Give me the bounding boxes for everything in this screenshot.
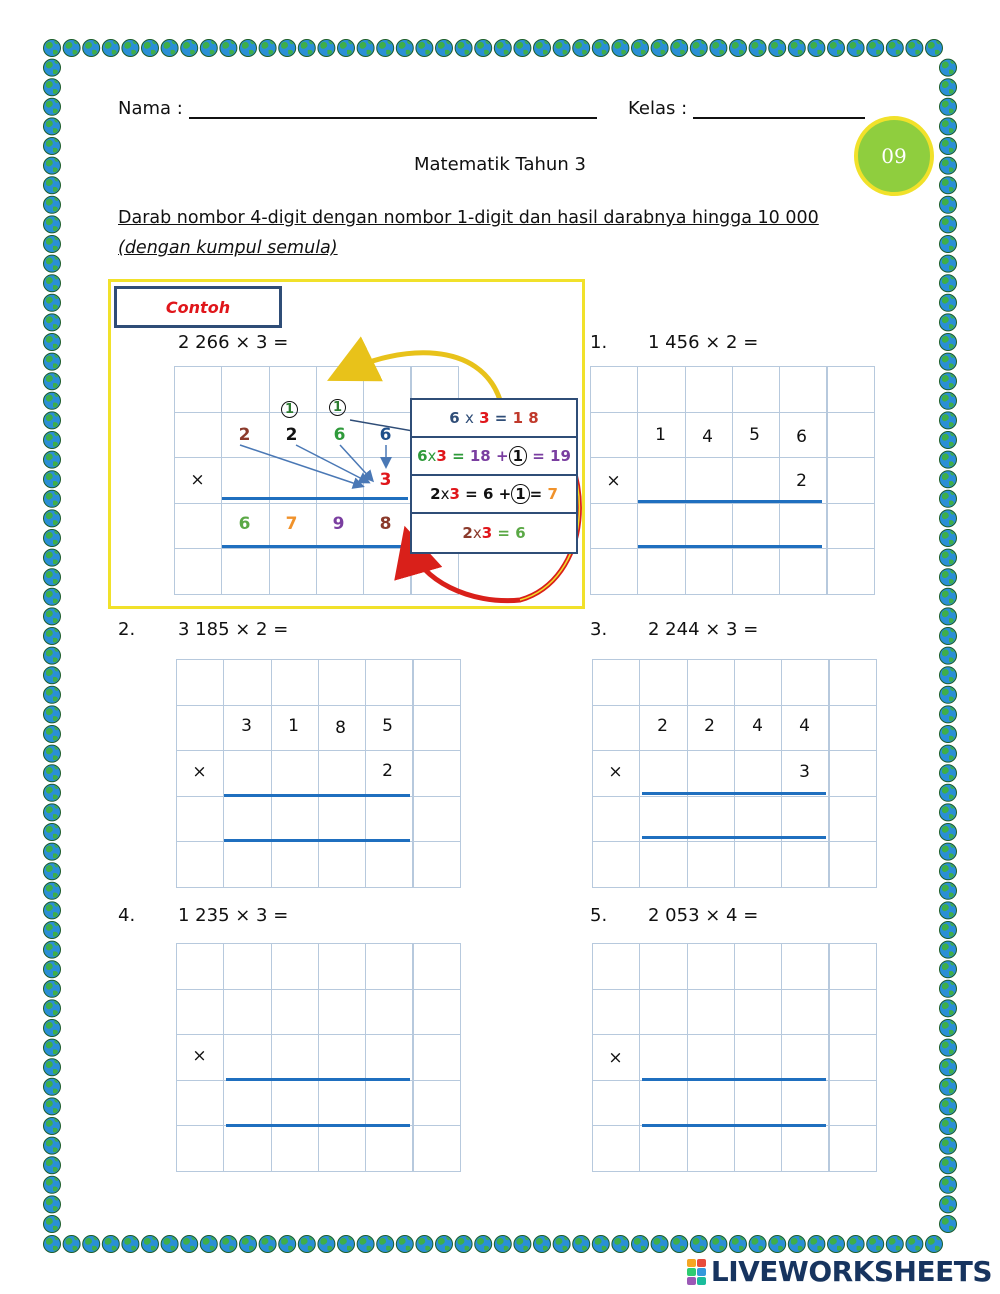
globe-icon: [44, 961, 61, 978]
grid-cell[interactable]: [413, 943, 461, 990]
grid-cell[interactable]: [732, 548, 780, 595]
grid-cell[interactable]: [781, 1125, 829, 1172]
question-1-equation: 1 456 × 2 =: [648, 332, 759, 353]
question-1-number: 1.: [590, 332, 608, 353]
q3-line-2: [642, 836, 826, 839]
grid-cell[interactable]: [687, 750, 735, 797]
globe-icon: [940, 1039, 957, 1056]
globe-icon: [44, 843, 61, 860]
liveworksheets-icon: [687, 1259, 707, 1285]
grid-cell[interactable]: [365, 841, 413, 888]
step-box-2: 6 x 3 = 18 + 1 = 19: [410, 436, 578, 476]
globe-icon: [44, 980, 61, 997]
globe-icon: [44, 1118, 61, 1135]
grid-cell[interactable]: [734, 1080, 782, 1127]
globe-icon: [940, 765, 957, 782]
globe-icon: [690, 1236, 707, 1253]
grid-cell[interactable]: [413, 659, 461, 706]
grid-cell[interactable]: [734, 943, 782, 990]
nama-label: Nama :: [118, 98, 183, 119]
grid-cell[interactable]: [365, 1080, 413, 1127]
globe-icon: [940, 1118, 957, 1135]
grid-cell[interactable]: [687, 1034, 735, 1081]
globe-icon: [592, 1236, 609, 1253]
globe-icon: [940, 863, 957, 880]
globe-icon: [44, 1020, 61, 1037]
grid-cell[interactable]: [223, 796, 271, 843]
grid-cell[interactable]: [590, 548, 638, 595]
grid-cell[interactable]: [827, 412, 875, 459]
globe-icon: [377, 1236, 394, 1253]
globe-icon: [44, 922, 61, 939]
step-box-1: 6 x 3 = 1 8: [410, 398, 578, 438]
grid-cell[interactable]: [318, 796, 366, 843]
grid-cell[interactable]: [687, 989, 735, 1036]
globe-icon: [44, 902, 61, 919]
grid-cell[interactable]: [829, 659, 877, 706]
question-2-equation: 3 185 × 2 =: [178, 619, 289, 640]
globe-icon: [338, 1236, 355, 1253]
q3-times-sign: ×: [608, 762, 623, 782]
globe-icon: [44, 1078, 61, 1095]
globe-icon: [710, 1236, 727, 1253]
globe-icon: [940, 804, 957, 821]
grid-cell[interactable]: [592, 841, 640, 888]
example-answer-1: 6: [238, 514, 251, 534]
globe-icon: [416, 1236, 433, 1253]
globe-icon: [475, 1236, 492, 1253]
globe-icon: [940, 1098, 957, 1115]
globe-icon: [906, 1236, 923, 1253]
grid-cell[interactable]: [637, 548, 685, 595]
grid-cell[interactable]: [685, 457, 733, 504]
q1-multiplier: 2: [796, 471, 807, 491]
q1-digit-3: 5: [749, 425, 760, 445]
grid-cell[interactable]: [590, 366, 638, 413]
grid-cell[interactable]: [827, 503, 875, 550]
grid-cell[interactable]: [365, 1125, 413, 1172]
q2-line-1: [224, 794, 410, 797]
globe-icon: [318, 1236, 335, 1253]
globe-icon: [940, 980, 957, 997]
grid-cell[interactable]: [318, 841, 366, 888]
globe-icon: [44, 1039, 61, 1056]
globe-icon: [357, 1236, 374, 1253]
grid-cell[interactable]: [592, 943, 640, 990]
globe-icon: [44, 784, 61, 801]
grid-cell[interactable]: [781, 1034, 829, 1081]
q2-line-2: [224, 839, 410, 842]
example-digit-1: 2: [238, 425, 251, 445]
globe-icon: [940, 902, 957, 919]
globe-icon: [886, 1236, 903, 1253]
grid-cell[interactable]: [271, 659, 319, 706]
q3-multiplier: 3: [799, 762, 810, 782]
globe-icon: [940, 706, 957, 723]
q3-line-1: [642, 792, 826, 795]
globe-icon: [940, 882, 957, 899]
instruction-line2: (dengan kumpul semula): [118, 238, 338, 258]
q4-line-2: [226, 1124, 410, 1127]
globe-icon: [940, 1020, 957, 1037]
globe-icon: [808, 1236, 825, 1253]
grid-cell[interactable]: [639, 841, 687, 888]
grid-cell[interactable]: [639, 943, 687, 990]
grid-cell[interactable]: [413, 1125, 461, 1172]
grid-cell[interactable]: [318, 943, 366, 990]
globe-icon: [44, 1236, 61, 1253]
grid-cell[interactable]: [592, 796, 640, 843]
grid-cell[interactable]: [734, 750, 782, 797]
globe-icon: [940, 1078, 957, 1095]
grid-cell[interactable]: [685, 548, 733, 595]
globe-icon: [240, 1236, 257, 1253]
grid-cell[interactable]: [271, 989, 319, 1036]
grid-cell[interactable]: [781, 943, 829, 990]
grid-cell[interactable]: [779, 366, 827, 413]
q2-digit-3: 8: [335, 718, 346, 738]
grid-cell[interactable]: [829, 1080, 877, 1127]
grid-cell[interactable]: [176, 705, 224, 752]
contoh-label: Contoh: [114, 286, 282, 328]
grid-cell[interactable]: [827, 548, 875, 595]
question-3-number: 3.: [590, 619, 608, 640]
globe-icon: [612, 1236, 629, 1253]
grid-cell[interactable]: [223, 1080, 271, 1127]
grid-cell[interactable]: [829, 1034, 877, 1081]
question-5-number: 5.: [590, 905, 608, 926]
globe-icon: [940, 745, 957, 762]
q1-line-2: [638, 545, 822, 548]
globe-icon: [102, 1236, 119, 1253]
instruction-line1: Darab nombor 4-digit dengan nombor 1-digit dan hasil darabnya hingga 10 000: [118, 208, 819, 228]
example-digit-2: 2: [285, 425, 298, 445]
question-3-equation: 2 244 × 3 =: [648, 619, 759, 640]
grid-cell[interactable]: [639, 750, 687, 797]
kelas-label: Kelas :: [628, 98, 688, 119]
grid-cell[interactable]: [365, 796, 413, 843]
grid-cell[interactable]: [639, 659, 687, 706]
grid-cell[interactable]: [271, 796, 319, 843]
grid-cell[interactable]: [176, 841, 224, 888]
grid-cell[interactable]: [734, 1034, 782, 1081]
globe-icon: [44, 1157, 61, 1174]
grid-cell[interactable]: [318, 1080, 366, 1127]
globe-icon: [44, 863, 61, 880]
question-5-equation: 2 053 × 4 =: [648, 905, 759, 926]
grid-cell[interactable]: [732, 503, 780, 550]
grid-cell[interactable]: [365, 1034, 413, 1081]
globe-icon: [940, 824, 957, 841]
globe-icon: [44, 804, 61, 821]
grid-cell[interactable]: [590, 503, 638, 550]
globe-icon: [940, 1157, 957, 1174]
grid-cell[interactable]: [639, 1125, 687, 1172]
grid-cell[interactable]: [318, 750, 366, 797]
globe-icon: [44, 1176, 61, 1193]
globe-icon: [44, 824, 61, 841]
grid-cell[interactable]: [176, 1080, 224, 1127]
grid-cell[interactable]: [829, 750, 877, 797]
q1-digit-2: 4: [702, 427, 713, 447]
grid-cell[interactable]: [779, 503, 827, 550]
globe-icon: [44, 1137, 61, 1154]
grid-cell[interactable]: [271, 1034, 319, 1081]
grid-cell[interactable]: [637, 457, 685, 504]
grid-cell[interactable]: [223, 659, 271, 706]
q1-times-sign: ×: [606, 471, 621, 491]
grid-cell[interactable]: [223, 750, 271, 797]
q3-digit-4: 4: [799, 716, 810, 736]
globe-icon: [200, 1236, 217, 1253]
globe-icon: [44, 1216, 61, 1233]
globe-icon: [44, 1059, 61, 1076]
globe-icon: [161, 1236, 178, 1253]
example-multiplier: 3: [379, 470, 392, 490]
grid-cell[interactable]: [592, 1080, 640, 1127]
grid-cell[interactable]: [734, 989, 782, 1036]
q2-multiplier: 2: [382, 761, 393, 781]
globe-icon: [181, 1236, 198, 1253]
grid-cell[interactable]: [223, 1034, 271, 1081]
globe-icon: [940, 941, 957, 958]
grid-cell[interactable]: [413, 989, 461, 1036]
grid-cell[interactable]: [639, 1034, 687, 1081]
globe-icon: [847, 1236, 864, 1253]
grid-cell[interactable]: [829, 943, 877, 990]
globe-icon: [940, 1059, 957, 1076]
grid-cell[interactable]: [592, 705, 640, 752]
grid-cell[interactable]: [318, 659, 366, 706]
globe-icon: [940, 726, 957, 743]
logo-text: LIVEWORKSHEETS: [710, 1255, 992, 1288]
q1-digit-4: 6: [796, 427, 807, 447]
grid-cell[interactable]: [734, 659, 782, 706]
globe-icon: [651, 1236, 668, 1253]
grid-cell[interactable]: [365, 659, 413, 706]
globe-icon: [671, 1236, 688, 1253]
carry-1: 1: [266, 398, 313, 418]
q5-times-sign: ×: [608, 1048, 623, 1068]
q3-digit-3: 4: [752, 716, 763, 736]
grid-cell[interactable]: [687, 841, 735, 888]
grid-cell[interactable]: [271, 1080, 319, 1127]
globe-icon: [749, 1236, 766, 1253]
example-equation: 2 266 × 3 =: [178, 332, 289, 353]
grid-cell[interactable]: [271, 841, 319, 888]
grid-cell[interactable]: [176, 989, 224, 1036]
subject-title: Matematik Tahun 3: [414, 154, 586, 175]
example-answer-3: 9: [332, 514, 345, 534]
globe-icon: [220, 1236, 237, 1253]
globe-icon: [44, 1000, 61, 1017]
grid-cell[interactable]: [637, 366, 685, 413]
example-answer-2: 7: [285, 514, 298, 534]
globe-icon: [940, 784, 957, 801]
globe-icon: [44, 706, 61, 723]
grid-cell[interactable]: [732, 457, 780, 504]
grid-cell[interactable]: [829, 796, 877, 843]
grid-cell[interactable]: [639, 989, 687, 1036]
grid-cell[interactable]: [687, 1125, 735, 1172]
grid-cell[interactable]: [781, 841, 829, 888]
grid-cell[interactable]: [413, 841, 461, 888]
globe-icon: [940, 843, 957, 860]
q2-digit-2: 1: [288, 716, 299, 736]
q2-digit-4: 5: [382, 716, 393, 736]
q1-line-1: [638, 500, 822, 503]
globe-icon: [730, 1236, 747, 1253]
grid-cell[interactable]: [365, 989, 413, 1036]
grid-cell[interactable]: [318, 1034, 366, 1081]
globe-icon: [867, 1236, 884, 1253]
example-answer-4: 8: [379, 514, 392, 534]
step-box-4: 2 x 3 = 6: [410, 512, 578, 554]
q4-line-1: [226, 1078, 410, 1081]
question-2-number: 2.: [118, 619, 136, 640]
globe-icon: [940, 1196, 957, 1213]
globe-icon: [44, 745, 61, 762]
globe-icon: [514, 1236, 531, 1253]
globe-icon: [769, 1236, 786, 1253]
globe-icon: [44, 1098, 61, 1115]
grid-cell[interactable]: [687, 1080, 735, 1127]
grid-cell[interactable]: [827, 457, 875, 504]
globe-icon: [534, 1236, 551, 1253]
globe-icon: [298, 1236, 315, 1253]
globe-icon: [142, 1236, 159, 1253]
grid-cell[interactable]: [637, 503, 685, 550]
q1-digit-1: 1: [655, 425, 666, 445]
globe-icon: [44, 882, 61, 899]
grid-cell[interactable]: [829, 705, 877, 752]
grid-cell[interactable]: [829, 989, 877, 1036]
globe-icon: [396, 1236, 413, 1253]
globe-icon: [259, 1236, 276, 1253]
grid-cell[interactable]: [687, 659, 735, 706]
grid-cell[interactable]: [827, 366, 875, 413]
example-digit-4: 6: [379, 425, 392, 445]
example-times-sign: ×: [190, 470, 205, 490]
globe-icon: [44, 726, 61, 743]
globe-icon: [940, 1137, 957, 1154]
grid-cell[interactable]: [176, 659, 224, 706]
globe-icon: [632, 1236, 649, 1253]
grid-cell[interactable]: [176, 796, 224, 843]
globe-icon: [553, 1236, 570, 1253]
liveworksheets-logo[interactable]: [687, 1255, 992, 1288]
question-4-equation: 1 235 × 3 =: [178, 905, 289, 926]
globe-icon: [940, 1216, 957, 1233]
grid-cell[interactable]: [271, 1125, 319, 1172]
grid-cell[interactable]: [592, 989, 640, 1036]
grid-cell[interactable]: [685, 366, 733, 413]
grid-cell[interactable]: [318, 1125, 366, 1172]
grid-cell[interactable]: [685, 503, 733, 550]
grid-cell[interactable]: [223, 841, 271, 888]
grid-cell[interactable]: [781, 1080, 829, 1127]
grid-cell[interactable]: [734, 841, 782, 888]
globe-icon: [940, 961, 957, 978]
globe-icon: [44, 765, 61, 782]
globe-icon: [926, 1236, 943, 1253]
globe-icon: [828, 1236, 845, 1253]
globe-icon: [122, 1236, 139, 1253]
grid-cell[interactable]: [271, 750, 319, 797]
grid-cell[interactable]: [223, 943, 271, 990]
grid-cell[interactable]: [781, 989, 829, 1036]
q5-line-2: [642, 1124, 826, 1127]
globe-icon: [83, 1236, 100, 1253]
step-box-3: 2 x 3 = 6 + 1 = 7: [410, 474, 578, 514]
globe-icon: [940, 922, 957, 939]
q4-times-sign: ×: [192, 1046, 207, 1066]
example-digit-3: 6: [333, 425, 346, 445]
grid-cell[interactable]: [592, 659, 640, 706]
grid-cell[interactable]: [734, 1125, 782, 1172]
globe-icon: [494, 1236, 511, 1253]
globe-icon: [44, 1196, 61, 1213]
question-4-number: 4.: [118, 905, 136, 926]
globe-icon: [940, 1000, 957, 1017]
grid-cell[interactable]: [779, 548, 827, 595]
globe-icon: [940, 1176, 957, 1193]
q3-digit-2: 2: [704, 716, 715, 736]
q2-digit-1: 3: [241, 716, 252, 736]
globe-icon: [455, 1236, 472, 1253]
grid-cell[interactable]: [829, 1125, 877, 1172]
globe-icon: [279, 1236, 296, 1253]
grid-cell[interactable]: [176, 943, 224, 990]
grid-cell[interactable]: [176, 1125, 224, 1172]
grid-cell[interactable]: [318, 989, 366, 1036]
grid-cell[interactable]: [365, 943, 413, 990]
grid-cell[interactable]: [590, 412, 638, 459]
q3-digit-1: 2: [657, 716, 668, 736]
grid-cell[interactable]: [592, 1125, 640, 1172]
grid-cell[interactable]: [781, 659, 829, 706]
grid-cell[interactable]: [413, 796, 461, 843]
grid-cell[interactable]: [639, 1080, 687, 1127]
globe-icon: [63, 1236, 80, 1253]
grid-cell[interactable]: [829, 841, 877, 888]
carry-2: 1: [314, 396, 361, 416]
page-badge: 09: [854, 116, 934, 196]
grid-cell[interactable]: [223, 1125, 271, 1172]
grid-cell[interactable]: [413, 705, 461, 752]
grid-cell[interactable]: [271, 943, 319, 990]
globe-icon: [44, 941, 61, 958]
q5-line-1: [642, 1078, 826, 1081]
grid-cell[interactable]: [413, 1080, 461, 1127]
grid-cell[interactable]: [223, 989, 271, 1036]
globe-icon: [573, 1236, 590, 1253]
grid-cell[interactable]: [413, 1034, 461, 1081]
q2-times-sign: ×: [192, 762, 207, 782]
grid-cell[interactable]: [687, 943, 735, 990]
globe-icon: [788, 1236, 805, 1253]
grid-cell[interactable]: [413, 750, 461, 797]
grid-cell[interactable]: [732, 366, 780, 413]
globe-icon: [436, 1236, 453, 1253]
